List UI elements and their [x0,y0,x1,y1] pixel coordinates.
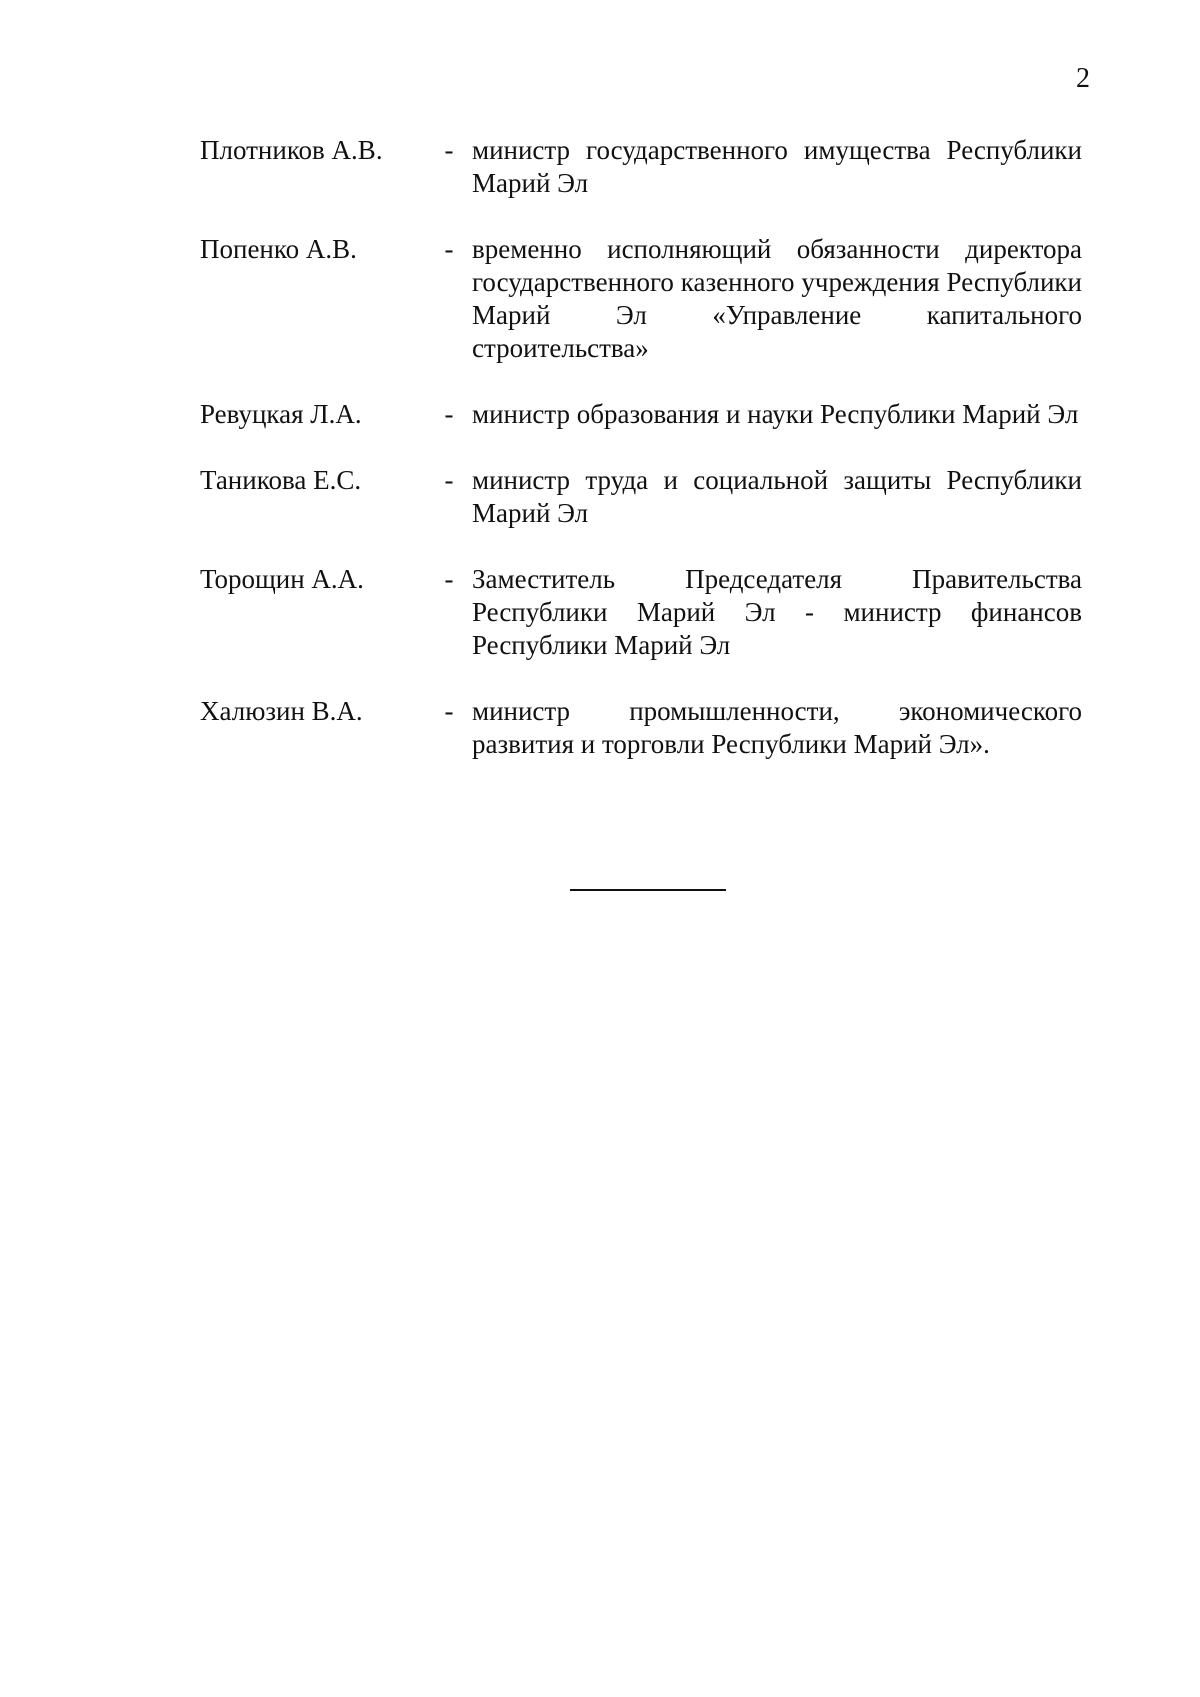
member-position: министр образования и науки Республики Марий Эл [472,399,1079,429]
separator-dash: - [444,564,454,594]
member-name: Плотников А.В. [200,135,383,165]
member-name: Попенко А.В. [200,234,357,264]
page-number: 2 [1076,63,1090,94]
list-item [200,695,1082,761]
member-name: Торощин А.А. [200,564,364,594]
separator-dash: - [444,696,454,726]
list-item [200,134,1082,200]
separator-dash: - [444,465,454,495]
member-position: Заместитель Председателя Правительства Республики Марий Эл - министр финансов Республики Марий Эл [472,564,1082,660]
separator-dash: - [444,135,454,165]
list-item [200,398,1082,431]
member-position: министр государственного имущества Республики Марий Эл [472,135,1082,198]
list-item [200,233,1082,365]
member-name: Ревуцкая Л.А. [200,399,362,429]
member-position: министр промышленности, экономического развития и торговли Республики Марий Эл». [472,696,1082,759]
member-position: временно исполняющий обязанности директора государственного казенного учреждения Республики Марий Эл «Управление капитального строительства» [472,234,1082,363]
member-position: министр труда и социальной защиты Республики Марий Эл [472,465,1082,528]
separator-dash: - [444,234,454,264]
closing-divider [570,889,726,891]
separator-dash: - [444,399,454,429]
list-item [200,464,1082,530]
member-name: Халюзин В.А. [200,696,363,726]
member-name: Таникова Е.С. [200,465,362,495]
list-item [200,563,1082,662]
member-list [200,134,1082,794]
